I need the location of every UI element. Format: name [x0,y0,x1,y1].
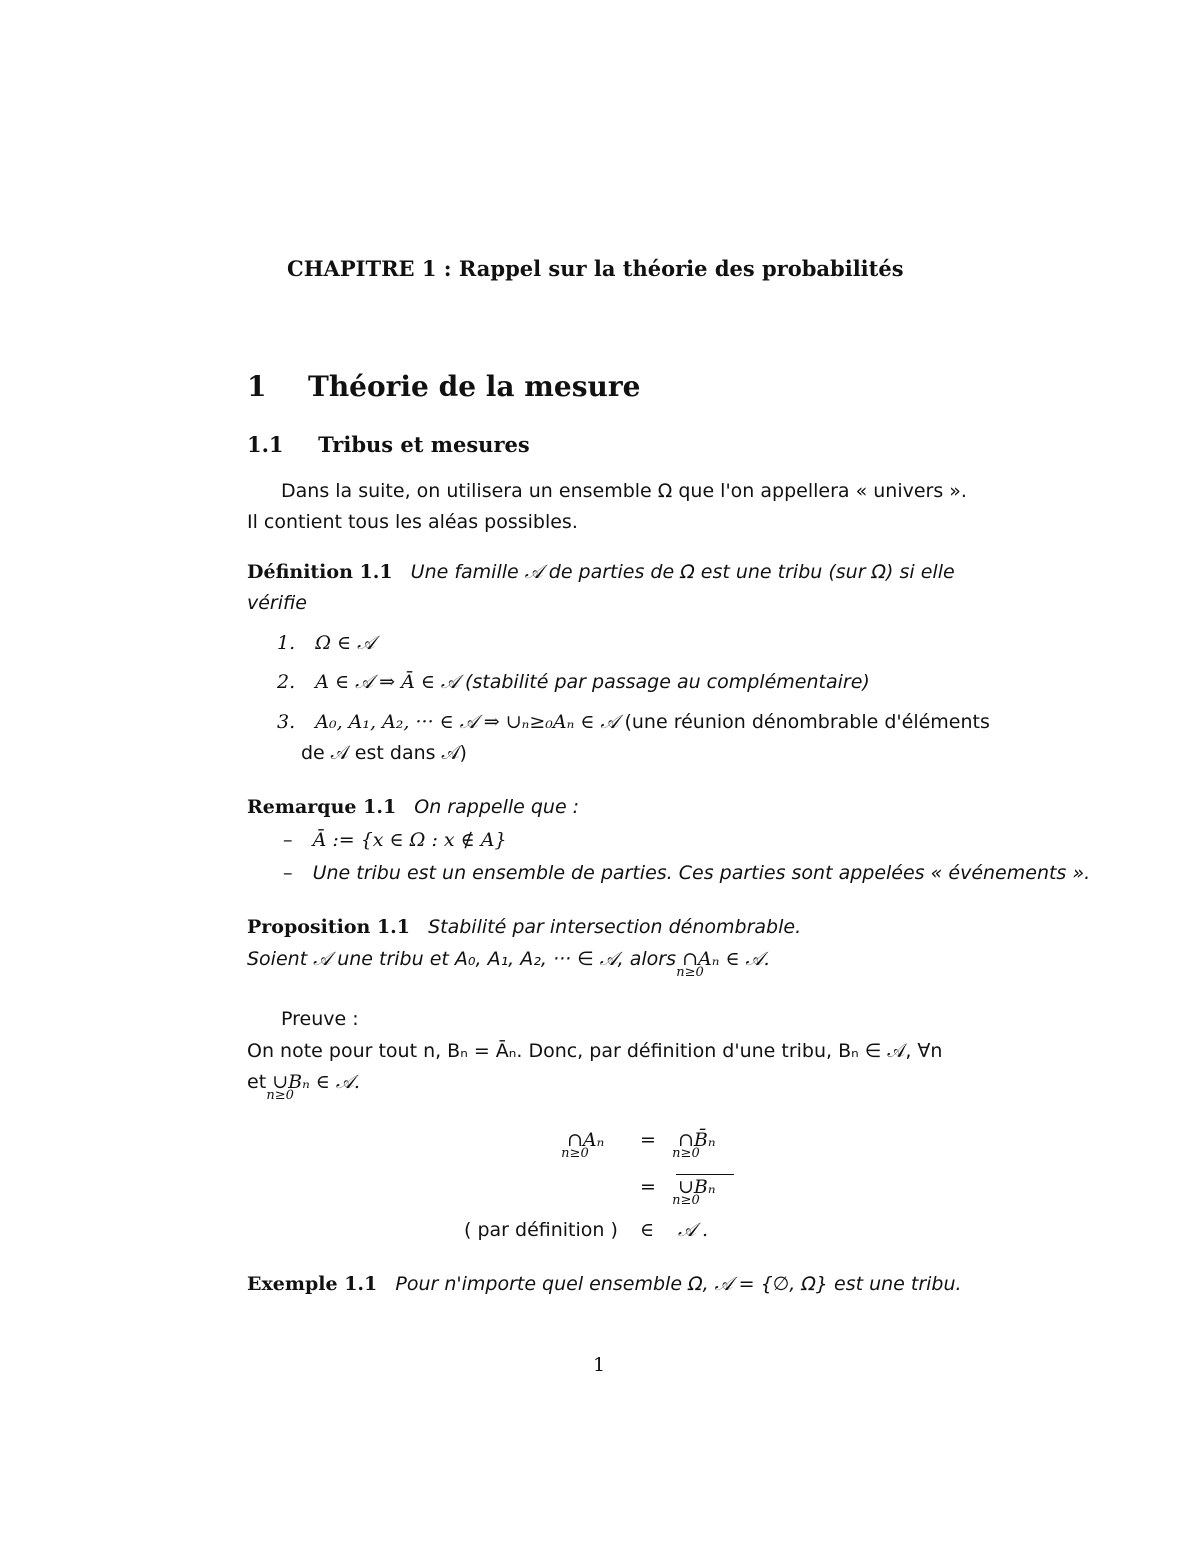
intersection-operator: ∩ n≥0 [561,1129,589,1161]
proof-line-2-rest: Bₙ ∈ 𝒜. [288,1071,360,1093]
section-heading [247,370,640,403]
chapter-title: CHAPITRE 1 : Rappel sur la théorie des probabilités [287,256,904,281]
item-number: 2. [277,671,296,693]
page-number: 1 [593,1354,606,1376]
remark-item-text: Ā := {x ∈ Ω : x ∉ A} [312,829,507,851]
example-label: Exemple 1.1 [247,1273,378,1295]
eq-row2-relation: = [640,1176,656,1198]
eq-row3-left: ( par définition ) [464,1219,618,1241]
definition-item-2 [277,671,870,693]
eq-row3-right: 𝒜 . [678,1219,709,1241]
proof-label: Preuve : [281,1008,359,1030]
proposition-statement-text: Soient 𝒜 une tribu et A₀, A₁, A₂, ··· ∈ 𝒜, alors [247,948,677,970]
proof-line-2 [247,1071,360,1103]
definition-text-continued: vérifie [247,592,307,614]
item-math: A ∈ 𝒜 ⇒ Ā ∈ 𝒜 [315,671,459,693]
eq-row3-relation: ∈ [640,1219,655,1241]
subsection-number: 1.1 [247,432,284,457]
intersection-operator: ∩ n≥0 [676,948,704,980]
intro-line-1: Dans la suite, on utilisera un ensemble Ω que l'on appellera « univers ». [281,480,967,502]
proof-line-1: On note pour tout n, Bₙ = Āₙ. Donc, par définition d'une tribu, Bₙ ∈ 𝒜, ∀n [247,1040,943,1062]
definition-item-3 [277,711,990,733]
item-math: A₀, A₁, A₂, ··· ∈ 𝒜 ⇒ ∪ₙ≥₀Aₙ ∈ 𝒜 [315,711,619,733]
remark-intro: On rappelle que : [414,796,580,818]
intersection-operator: ∩ n≥0 [672,1129,700,1161]
proposition-label: Proposition 1.1 [247,916,410,938]
intro-line-2: Il contient tous les aléas possibles. [247,511,578,533]
eq-row1-right: ∩ n≥0 B̄ₙ [672,1129,716,1161]
proposition-title: Stabilité par intersection dénombrable. [428,916,802,938]
item-math: Ω ∈ 𝒜 [315,632,376,654]
proposition-conclusion: Aₙ ∈ 𝒜. [697,948,770,970]
definition-line-1 [247,561,955,583]
eq-row1-left: ∩ n≥0 Aₙ [561,1129,605,1161]
proposition-header [247,916,801,938]
example [247,1273,962,1295]
remark-label: Remarque 1.1 [247,796,397,818]
example-text: Pour n'importe quel ensemble Ω, 𝒜 = {∅, Ω} est une tribu. [395,1273,962,1295]
subsection-title: Tribus et mesures [318,432,530,457]
item-number: 1. [277,632,296,654]
item-number: 3. [277,711,296,733]
remark-item-1 [283,829,507,851]
definition-item-3-continued: de 𝒜 est dans 𝒜) [301,742,467,764]
definition-label: Définition 1.1 [247,561,393,583]
section-number: 1 [247,370,267,403]
remark-item-text: Une tribu est un ensemble de parties. Ces parties sont appelées « événements ». [312,862,1091,884]
remark-header [247,796,579,818]
union-operator: ∪ n≥0 [672,1176,700,1208]
item-note: (stabilité par passage au complémentaire) [464,671,870,693]
dash-bullet: – [283,829,293,851]
remark-item-2 [283,862,1090,884]
proof-line-2-prefix: et [247,1071,267,1093]
definition-item-1 [277,632,375,654]
complement-bar [676,1174,734,1175]
operator-subscript: n≥0 [676,965,704,980]
definition-text: Une famille 𝒜 de parties de Ω est une tribu (sur Ω) si elle [410,561,955,583]
proposition-statement [247,948,770,980]
eq-row2-right: ∪ n≥0 Bₙ [672,1176,716,1208]
item-note: (une réunion dénombrable d'éléments [624,711,990,733]
eq-row1-relation: = [640,1129,656,1151]
subsection-heading [247,432,530,457]
union-operator: ∪ n≥0 [266,1071,294,1103]
operator-subscript: n≥0 [266,1088,294,1103]
section-title: Théorie de la mesure [307,370,641,403]
dash-bullet: – [283,862,293,884]
